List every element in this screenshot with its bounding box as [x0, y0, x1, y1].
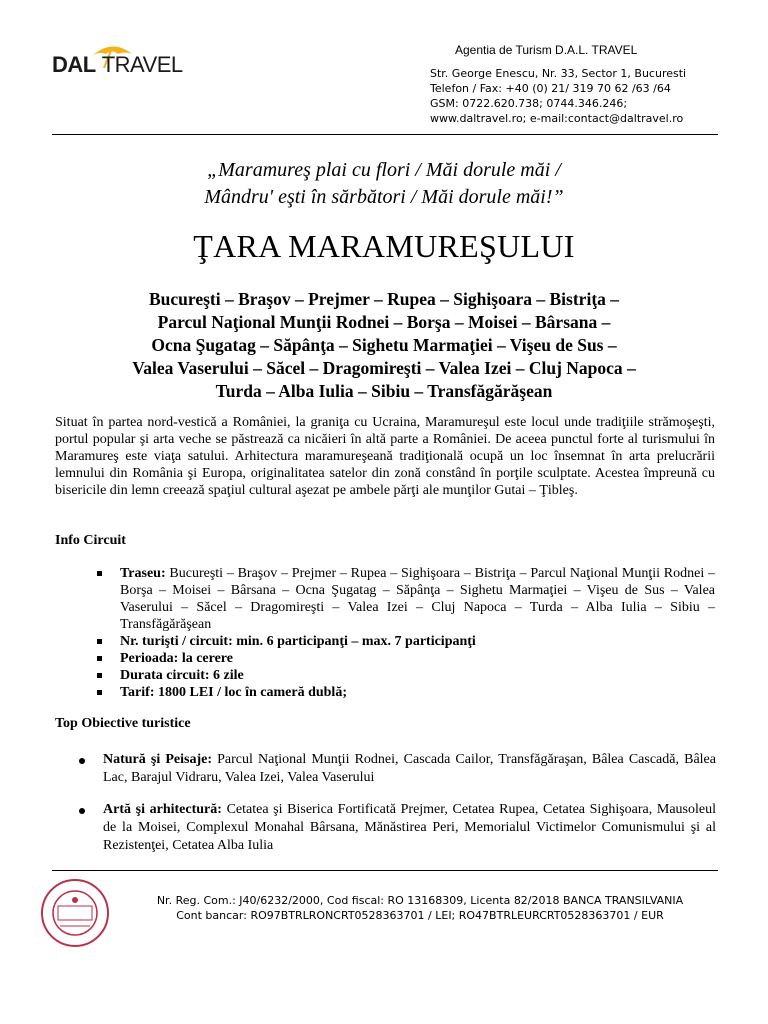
item-label: Tarif: 1800 LEI / loc în cameră dublă; — [120, 685, 347, 700]
footer — [130, 893, 710, 923]
footer-divider — [52, 870, 718, 871]
quote — [0, 157, 768, 211]
bullet-icon — [79, 808, 85, 814]
info-heading: Info Circuit — [55, 533, 126, 548]
list-item — [93, 684, 715, 701]
logo-travel: TRAVEL — [101, 52, 183, 77]
footer-bank: Cont bancar: RO97BTRLRONCRT0528363701 / LEI; RO47BTRLEURCRT0528363701 / EUR — [176, 909, 664, 922]
list-item — [78, 801, 716, 855]
page-title: ŢARA MARAMUREŞULUI — [193, 228, 575, 264]
route-summary — [0, 288, 768, 403]
bullet-icon — [97, 656, 102, 661]
logo-dal: DAL — [52, 52, 96, 77]
company-logo — [52, 42, 192, 78]
item-label: Durata circuit: 6 zile — [120, 668, 244, 683]
bullet-icon — [97, 639, 102, 644]
list-item — [93, 565, 715, 633]
objectives-heading: Top Obiective turistice — [55, 716, 191, 731]
bullet-icon — [79, 758, 85, 764]
route-line: Valea Vaserului – Săcel – Dragomireşti – Valea Izei – Cluj Napoca – — [132, 358, 636, 378]
info-list — [93, 565, 715, 701]
item-text: Cetatea şi Biserica Fortificată Prejmer, Cetatea Rupea, Cetatea Sighişoara, Mausoleul de la Moisei, Complexul Monahal Bârsana, Mănăstirea Peri, Memorialul Victimelor Comunismului şi al Rezistenţei, Cetatea Alba Iulia — [103, 802, 716, 853]
route-line: Ocna Şugatag – Săpânţa – Sighetu Marmaţiei – Vişeu de Sus – — [151, 335, 617, 355]
route-line: Parcul Naţional Munţii Rodnei – Borşa – Moisei – Bârsana – — [157, 312, 611, 332]
objectives-list — [78, 801, 716, 855]
objectives-list — [78, 751, 716, 787]
contact-phone: Telefon / Fax: +40 (0) 21/ 319 70 62 /63 /64 — [430, 82, 671, 95]
agency-name: Agentia de Turism D.A.L. TRAVEL — [455, 43, 638, 57]
list-item — [78, 751, 716, 787]
intro-paragraph: Situat în partea nord-vestică a României, la graniţa cu Ucraina, Maramureşul este locul unde tradiţiile strămoşeşti, portul popular şi arta veche se păstrează ca nicăieri în altă parte a României. De aceea punctul forte al turismului în Maramureş este viaţa satului. Arhitectura maramureşeană tradiţională ocupă un loc însemnat în arta prelucrării lemnului din România şi Europa, originalitatea satelor din zonă constând în porţile sculptate. Acestea împreună cu bisericile din lemn creează spaţiul cultural aşezat pe ambele părţi ale munţilor Gutai – Ţibleş. — [55, 415, 715, 498]
route-line: Turda – Alba Iulia – Sibiu – Transfăgărăşean — [215, 381, 553, 401]
route-line: Bucureşti – Braşov – Prejmer – Rupea – Sighişoara – Bistriţa – — [148, 289, 620, 309]
item-label: Artă şi arhitectură: — [103, 802, 222, 817]
item-label: Nr. turişti / circuit: min. 6 participanţi – max. 7 participanţi — [120, 634, 476, 649]
footer-registration: Nr. Reg. Com.: J40/6232/2000, Cod fiscal: RO 13168309, Licenta 82/2018 BANCA TRANSILVANIA — [156, 894, 684, 907]
list-item — [93, 667, 715, 684]
quote-line: Mândru' eşti în sărbători / Măi dorule măi!” — [204, 186, 564, 208]
header-divider — [52, 134, 718, 135]
item-text: Bucureşti – Braşov – Prejmer – Rupea – Sighişoara – Bistriţa – Parcul Naţional Munţii Rodnei – Borşa – Moisei – Bârsana – Ocna Şugatag – Săpânţa – Sighetu Marmaţiei – Vişeu de Sus – Valea Vaserului – Săcel – Dragomireşti – Valea Izei – Cluj Napoca – Turda – Alba Iulia – Sibiu – Transfăgărăşean — [120, 566, 715, 632]
item-label: Traseu: — [120, 566, 166, 581]
contact-block — [430, 66, 686, 126]
bullet-icon — [97, 690, 102, 695]
item-label: Natură şi Peisaje: — [103, 752, 212, 767]
bullet-icon — [97, 571, 102, 576]
contact-address: Str. George Enescu, Nr. 33, Sector 1, Bucuresti — [430, 67, 687, 80]
item-label: Perioada: la cerere — [120, 651, 233, 666]
certification-seal-icon — [40, 878, 110, 948]
contact-web[interactable]: www.daltravel.ro; e-mail:contact@daltravel.ro — [430, 112, 684, 125]
list-item — [93, 650, 715, 667]
item-text: Parcul Naţional Munţii Rodnei, Cascada Cailor, Transfăgăraşan, Bâlea Cascadă, Bâlea Lac, Barajul Vidraru, Valea Izei, Valea Vaserului — [103, 752, 716, 785]
contact-gsm: GSM: 0722.620.738; 0744.346.246; — [430, 97, 628, 110]
list-item — [93, 633, 715, 650]
quote-line: „Maramureş plai cu flori / Măi dorule măi / — [207, 159, 561, 181]
bullet-icon — [97, 673, 102, 678]
